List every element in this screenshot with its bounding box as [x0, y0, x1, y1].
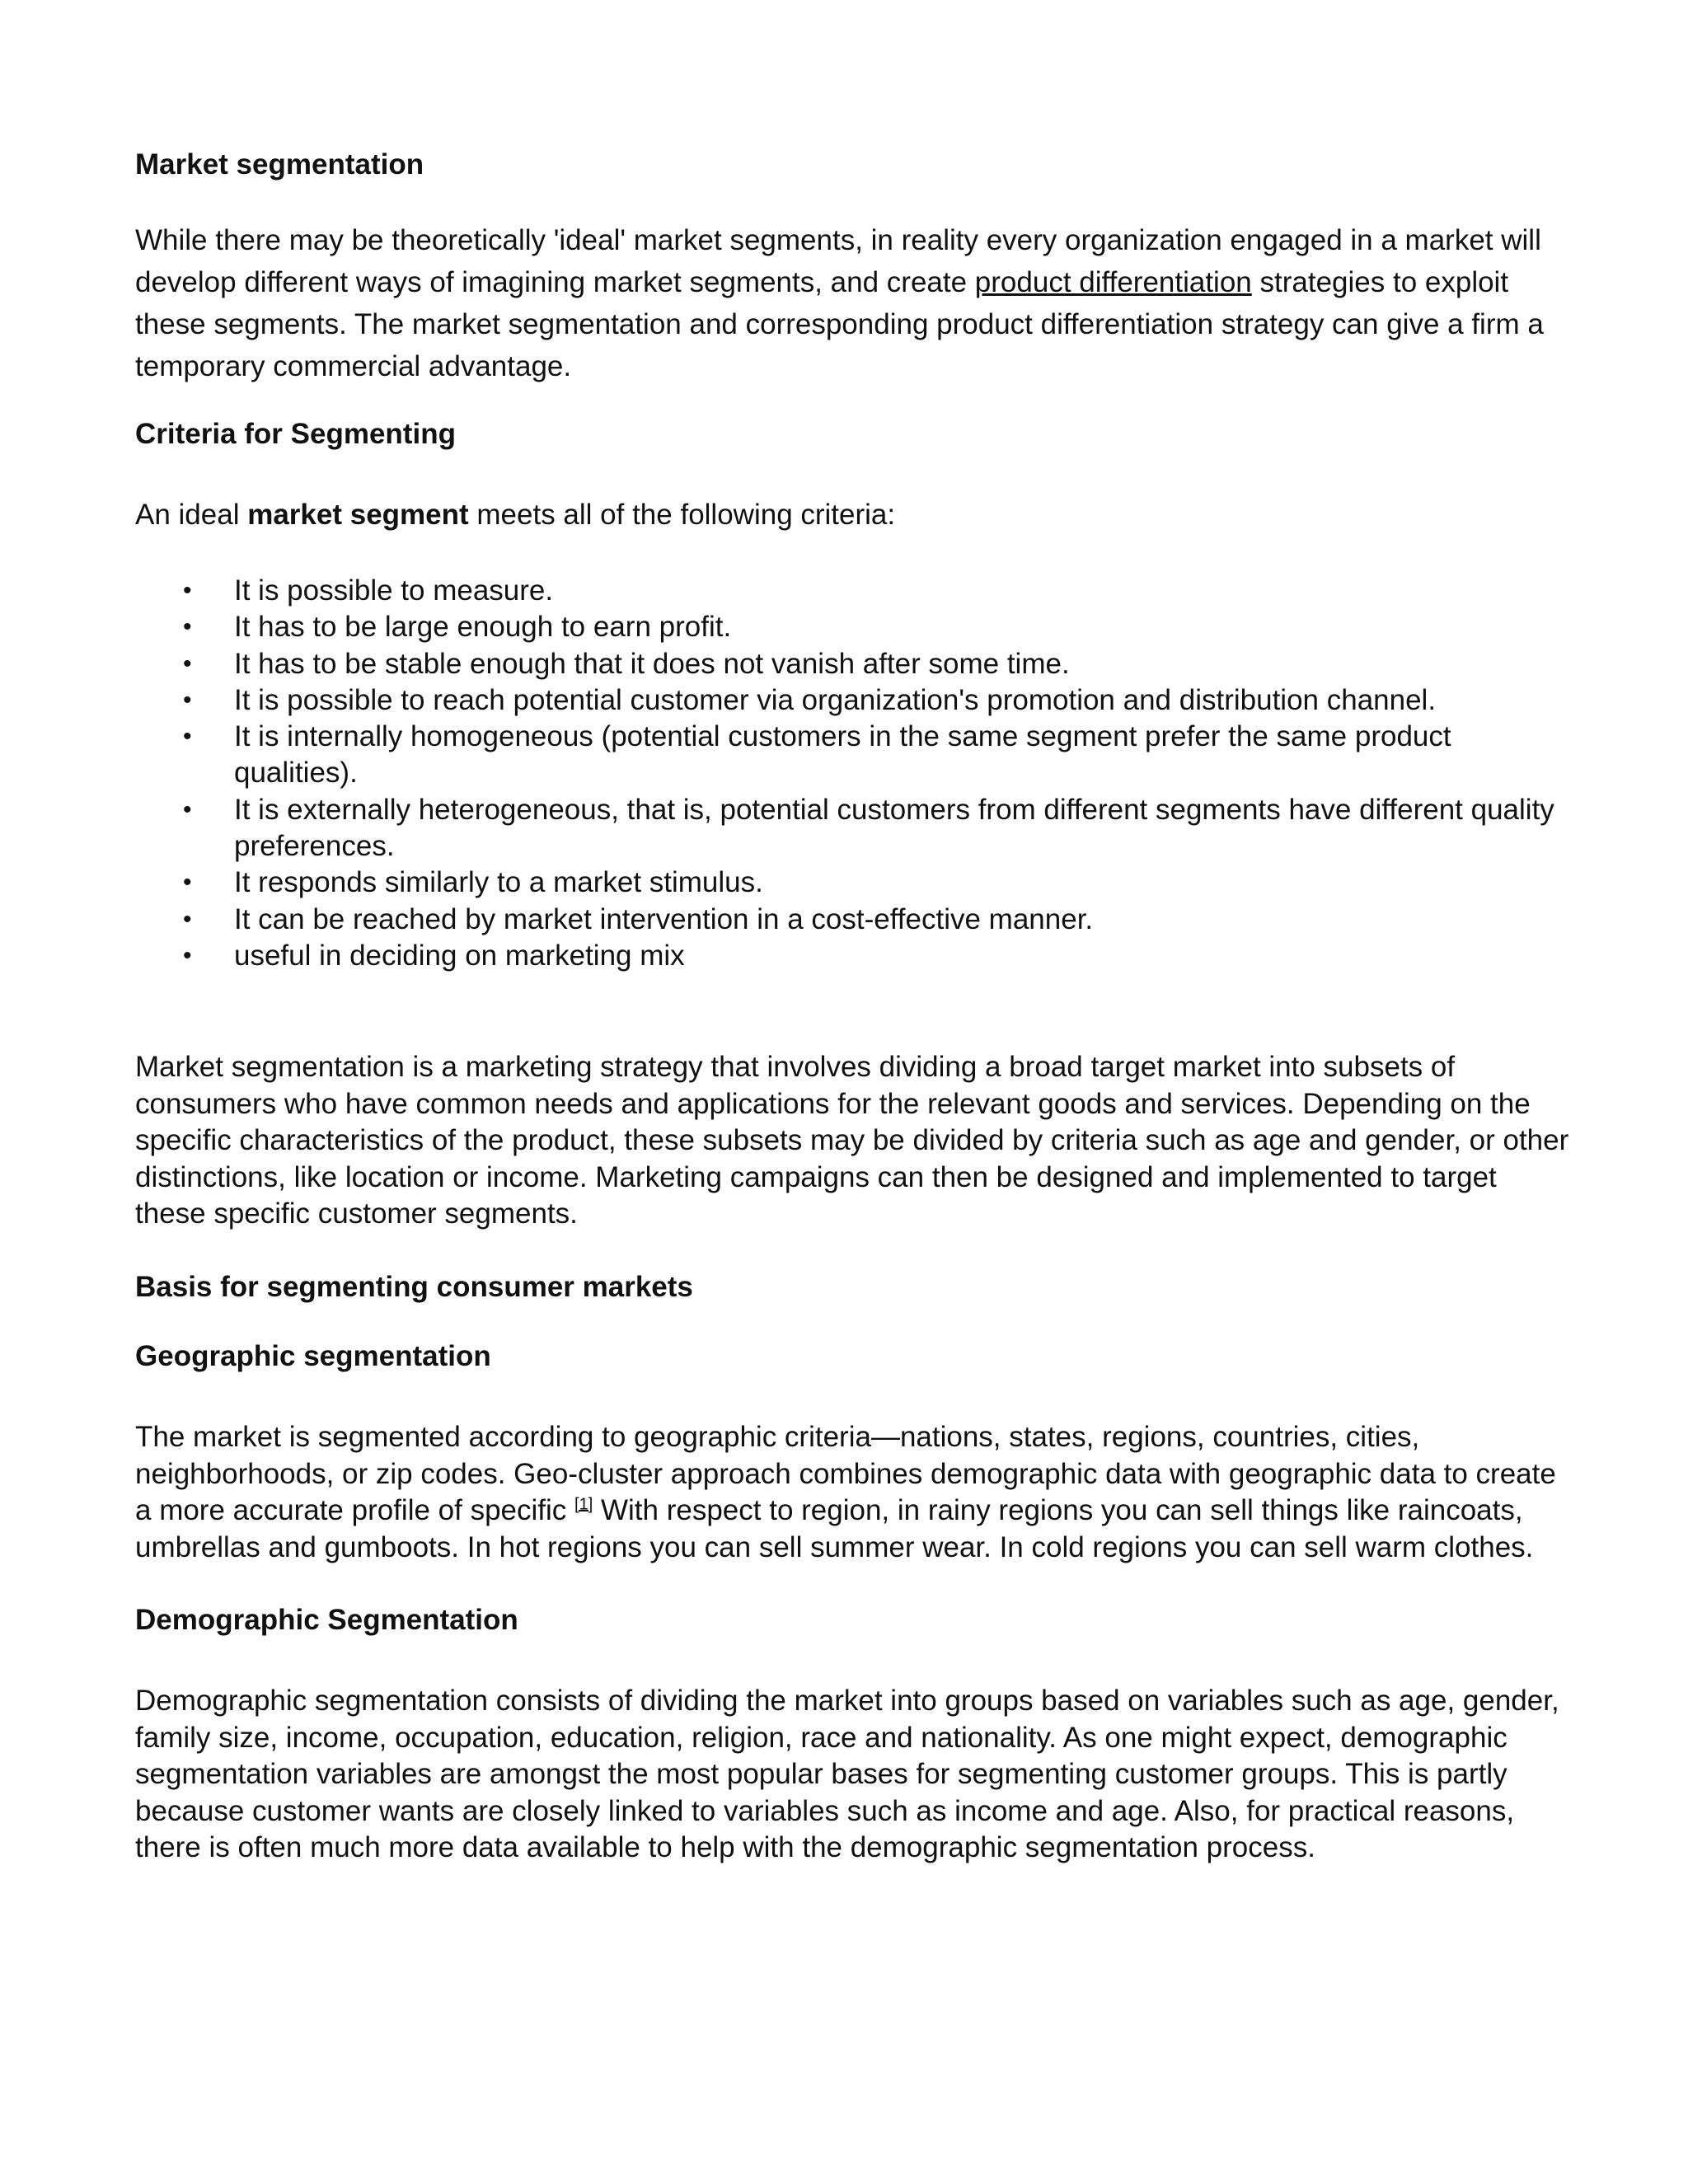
list-item-text: It can be reached by market intervention in a cost-effective manner.: [234, 902, 1094, 935]
heading-basis-for-segmenting: Basis for segmenting consumer markets: [135, 1271, 693, 1303]
list-item: [135, 938, 1569, 974]
list-item: [135, 792, 1569, 865]
bullet-icon: •: [183, 905, 192, 933]
product-differentiation-link[interactable]: product differentiation: [974, 266, 1252, 298]
bullet-icon: •: [183, 723, 192, 751]
criteria-list: [135, 573, 1569, 974]
heading-geographic-segmentation: Geographic segmentation: [135, 1340, 491, 1372]
document-page: [135, 0, 1569, 2184]
list-item: [135, 865, 1569, 901]
paragraph-text: An ideal: [135, 499, 248, 531]
list-item-text: It is possible to measure.: [234, 574, 554, 607]
market-segment-term: market segment: [247, 499, 469, 531]
bullet-icon: •: [183, 577, 192, 604]
bullet-icon: •: [183, 869, 192, 897]
list-item: [135, 902, 1569, 938]
heading-market-segmentation: Market segmentation: [135, 148, 424, 180]
paragraph-criteria-intro: [135, 497, 1569, 534]
paragraph-market-segmentation-intro: [135, 219, 1569, 387]
paragraph-demographic: Demographic segmentation consists of dividing the market into groups based on variables such as age, gender, family size, income, occupation, education, religion, race and nationality. As one might expect, demographic segmentation variables are amongst the most popular bases for segmenting customer groups. This is partly because customer wants are closely linked to variables such as income and age. Also, for practical reasons, there is often much more data available to help with the demographic segmentation process.: [135, 1685, 1559, 1863]
list-item-text: It has to be large enough to earn profit.: [234, 611, 732, 644]
paragraph-text: strategies to exploit these segments. The market segmentation and corresponding product differentiation strategy can give a firm a temporary commercial advantage.: [135, 266, 1544, 382]
bullet-icon: •: [183, 795, 192, 823]
paragraph-text: With respect to region, in rainy regions you can sell things like raincoats, umbrellas and gumboots. In hot regions you can sell summer wear. In cold regions you can sell warm clothes.: [135, 1494, 1534, 1563]
list-item-text: It is possible to reach potential customer via organization's promotion and distribution channel.: [234, 683, 1437, 716]
paragraph-text: The market is segmented according to geographic criteria—nations, states, regions, countries, cities, neighborhoods, or zip codes. Geo-cluster approach combines demographic data with geographic data to create a more accurate profile of specific: [135, 1421, 1556, 1526]
paragraph-text: While there may be theoretically 'ideal' market segments, in reality every organization engaged in a market will develop different ways of imagining market segments, and create: [135, 224, 1541, 298]
list-item-text: It has to be stable enough that it does not vanish after some time.: [234, 647, 1070, 680]
list-item-text: It responds similarly to a market stimulus.: [234, 866, 763, 899]
list-item: [135, 719, 1569, 792]
paragraph-text: meets all of the following criteria:: [468, 499, 896, 531]
bullet-icon: •: [183, 941, 192, 969]
paragraph-geographic: [135, 1419, 1569, 1566]
heading-demographic-segmentation: Demographic Segmentation: [135, 1604, 518, 1636]
list-item: [135, 682, 1569, 719]
heading-criteria-for-segmenting: Criteria for Segmenting: [135, 418, 456, 450]
list-item: [135, 609, 1569, 645]
list-item: [135, 646, 1569, 682]
list-item-text: useful in deciding on marketing mix: [234, 939, 685, 972]
bullet-icon: •: [183, 613, 192, 641]
bullet-icon: •: [183, 686, 192, 714]
list-item-text: It is externally heterogeneous, that is, potential customers from different segments have different quality preferences.: [234, 793, 1554, 863]
bullet-icon: •: [183, 649, 192, 677]
footnote-link[interactable]: [1]: [574, 1495, 593, 1514]
list-item-text: It is internally homogeneous (potential customers in the same segment prefer the same product qualities).: [234, 720, 1451, 790]
paragraph-definition: Market segmentation is a marketing strategy that involves dividing a broad target market into subsets of consumers who have common needs and applications for the relevant goods and services. Depending on the specific characteristics of the product, these subsets may be divided by criteria such as age and gender, or other distinctions, like location or income. Marketing campaigns can then be designed and implemented to target these specific customer segments.: [135, 1051, 1569, 1230]
list-item: [135, 573, 1569, 609]
